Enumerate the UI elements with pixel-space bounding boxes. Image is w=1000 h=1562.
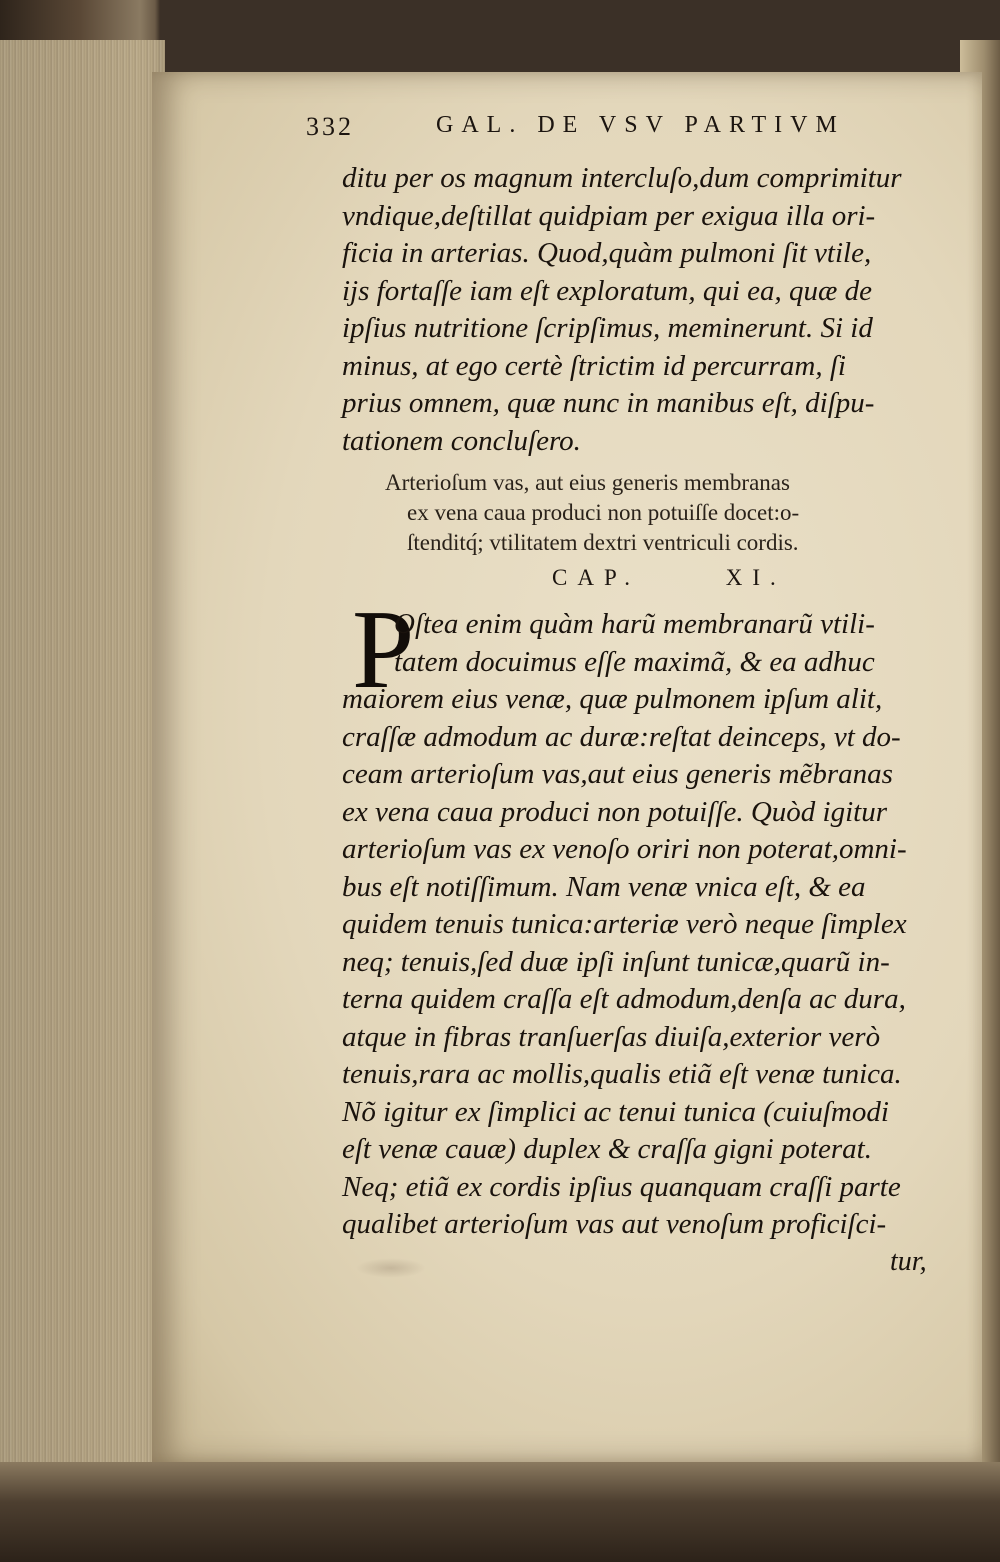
text-line: maiorem eius venæ, quæ pulmonem ipſum alit, xyxy=(342,683,883,715)
text-line: minus, at ego certè ſtrictim id percurram, ſi xyxy=(342,349,846,382)
text-line: tationem concluſero. xyxy=(342,424,581,457)
text-line: ditu per os magnum intercluſo,dum comprimitur xyxy=(342,162,902,194)
chapter-body xyxy=(342,606,942,1244)
chapter-summary xyxy=(385,468,945,558)
text-line: tenuis,rara ac mollis,qualis etiã eſt venæ tunica. xyxy=(342,1058,902,1090)
catchword: tur, xyxy=(890,1246,927,1277)
text-line: Nõ igitur ex ſimplici ac tenui tunica (cuiuſmodi xyxy=(342,1095,889,1128)
text-line: prius omnem, quæ nunc in manibus eſt, diſpu- xyxy=(342,387,875,419)
text-line: ceam arterioſum vas,aut eius generis mẽbranas xyxy=(342,758,893,790)
text-line: ijs fortaſſe iam eſt exploratum, qui ea, quæ de xyxy=(342,274,873,307)
text-line: ipſius nutritione ſcripſimus, meminerunt. Si id xyxy=(342,312,873,344)
summary-line: ex vena caua produci non potuiſſe docet:o- xyxy=(407,500,800,525)
text-line: neq; tenuis,ſed duæ ipſi inſunt tunicæ,quarũ in- xyxy=(342,945,890,978)
chapter-number: XI. xyxy=(725,565,786,590)
summary-line: Arterioſum vas, aut eius generis membranas xyxy=(385,470,790,495)
page-edges-left xyxy=(0,40,165,1490)
text-line: tatem docuimus eſſe maximã, & ea adhuc xyxy=(394,645,875,678)
ink-smudge xyxy=(356,1258,426,1278)
text-line: vndique,deſtillat quidpiam per exigua illa ori- xyxy=(342,199,876,232)
chapter-label: CAP. xyxy=(552,565,640,590)
text-line: ficia in arterias. Quod,quàm pulmoni ſit vtile, xyxy=(342,237,872,269)
text-line: Oſtea enim quàm harũ membranarũ vtili- xyxy=(394,608,875,640)
summary-line: ſtenditq́; vtilitatem dextri ventriculi cordis. xyxy=(407,530,799,555)
page-number: 332 xyxy=(306,112,354,141)
drop-cap: P xyxy=(352,588,415,712)
text-line: quidem tenuis tunica:arteriæ verò neque ſimplex xyxy=(342,908,907,940)
text-line: atque in fibras tranſuerſas diuiſa,exterior verò xyxy=(342,1020,881,1053)
text-line: Neq; etiã ex cordis ipſius quanquam craſſi parte xyxy=(342,1170,901,1203)
running-header xyxy=(306,112,876,152)
top-paragraph xyxy=(342,160,942,460)
text-line: eſt venæ cauæ) duplex & craſſa gigni poterat. xyxy=(342,1133,872,1165)
text-line: arterioſum vas ex venoſo oriri non poterat,omni- xyxy=(342,833,907,865)
text-line: bus eſt notiſſimum. Nam venæ vnica eſt, & ea xyxy=(342,870,866,903)
text-line: terna quidem craſſa eſt admodum,denſa ac dura, xyxy=(342,983,906,1015)
text-line: craſſæ admodum ac duræ:reſtat deinceps, vt do- xyxy=(342,720,901,753)
page-edge-bottom xyxy=(0,1462,1000,1562)
running-title: GAL. DE VSV PARTIVM xyxy=(436,112,845,138)
text-line: qualibet arterioſum vas aut venoſum proficiſci- xyxy=(342,1208,887,1240)
text-line: ex vena caua produci non potuiſſe. Quòd igitur xyxy=(342,795,887,828)
chapter-heading xyxy=(552,565,852,591)
